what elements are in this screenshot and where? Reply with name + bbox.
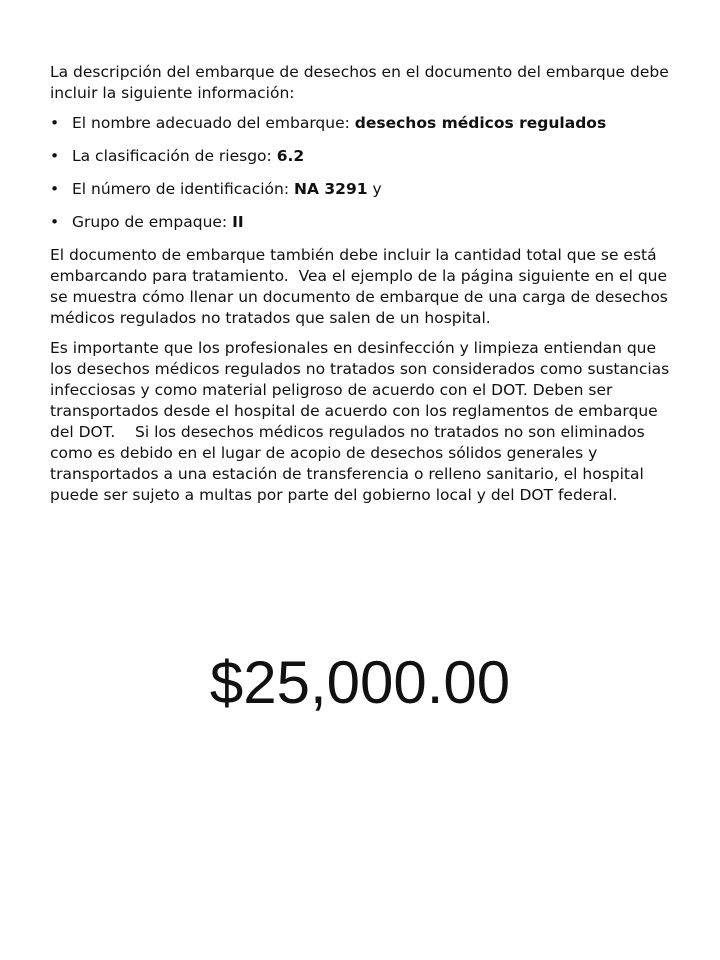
bullet-icon: • xyxy=(50,147,60,165)
bullet-value: 6.2 xyxy=(276,147,305,165)
bullet-icon: • xyxy=(50,180,60,198)
intro-paragraph: La descripción del embarque de desechos en el documento del embarque debe incluir la siguiente información: xyxy=(50,63,669,102)
quantity-paragraph: El documento de embarque también debe incluir la cantidad total que se está embarcando para tratamiento. Vea el ejemplo de la página siguiente en el que se muestra cómo llenar un documento de embarque de una carga de desechos médicos regulados no tratados que salen de un hospital. xyxy=(50,246,673,327)
compliance-paragraph: Es importante que los profesionales en desinfección y limpieza entiendan que los desechos médicos regulados no tratados son considerados como sustancias infecciosas y como material peligroso de acuerdo con el DOT. Deben ser transportados desde el hospital de acuerdo con los reglamentos de embarque del DOT. Si los desechos médicos regulados no tratados no son eliminados como es debido en el lugar de acopio de desechos sólidos generales y transportados a una estación de transferencia o relleno sanitario, el hospital puede ser sujeto a multas por parte del gobierno local y del DOT federal. xyxy=(50,339,675,504)
list-item-packing-group xyxy=(50,212,680,233)
list-item-shipping-name xyxy=(50,113,680,134)
bullet-label: El nombre adecuado del embarque: xyxy=(72,114,355,132)
bullet-label: La clasificación de riesgo: xyxy=(72,147,277,165)
info-bullet-list xyxy=(50,113,680,233)
fine-amount: $25,000.00 xyxy=(209,649,511,716)
document-body xyxy=(50,62,680,515)
bullet-icon: • xyxy=(50,114,60,132)
bullet-value: II xyxy=(232,213,244,231)
bullet-icon: • xyxy=(50,213,60,231)
list-item-identification-number xyxy=(50,179,680,200)
bullet-label: Grupo de empaque: xyxy=(72,213,233,231)
list-item-hazard-class xyxy=(50,146,680,167)
bullet-label: El número de identificación: xyxy=(72,180,295,198)
bullet-suffix: y xyxy=(367,180,382,198)
bullet-value: NA 3291 xyxy=(294,180,368,198)
bullet-value: desechos médicos regulados xyxy=(354,114,607,132)
